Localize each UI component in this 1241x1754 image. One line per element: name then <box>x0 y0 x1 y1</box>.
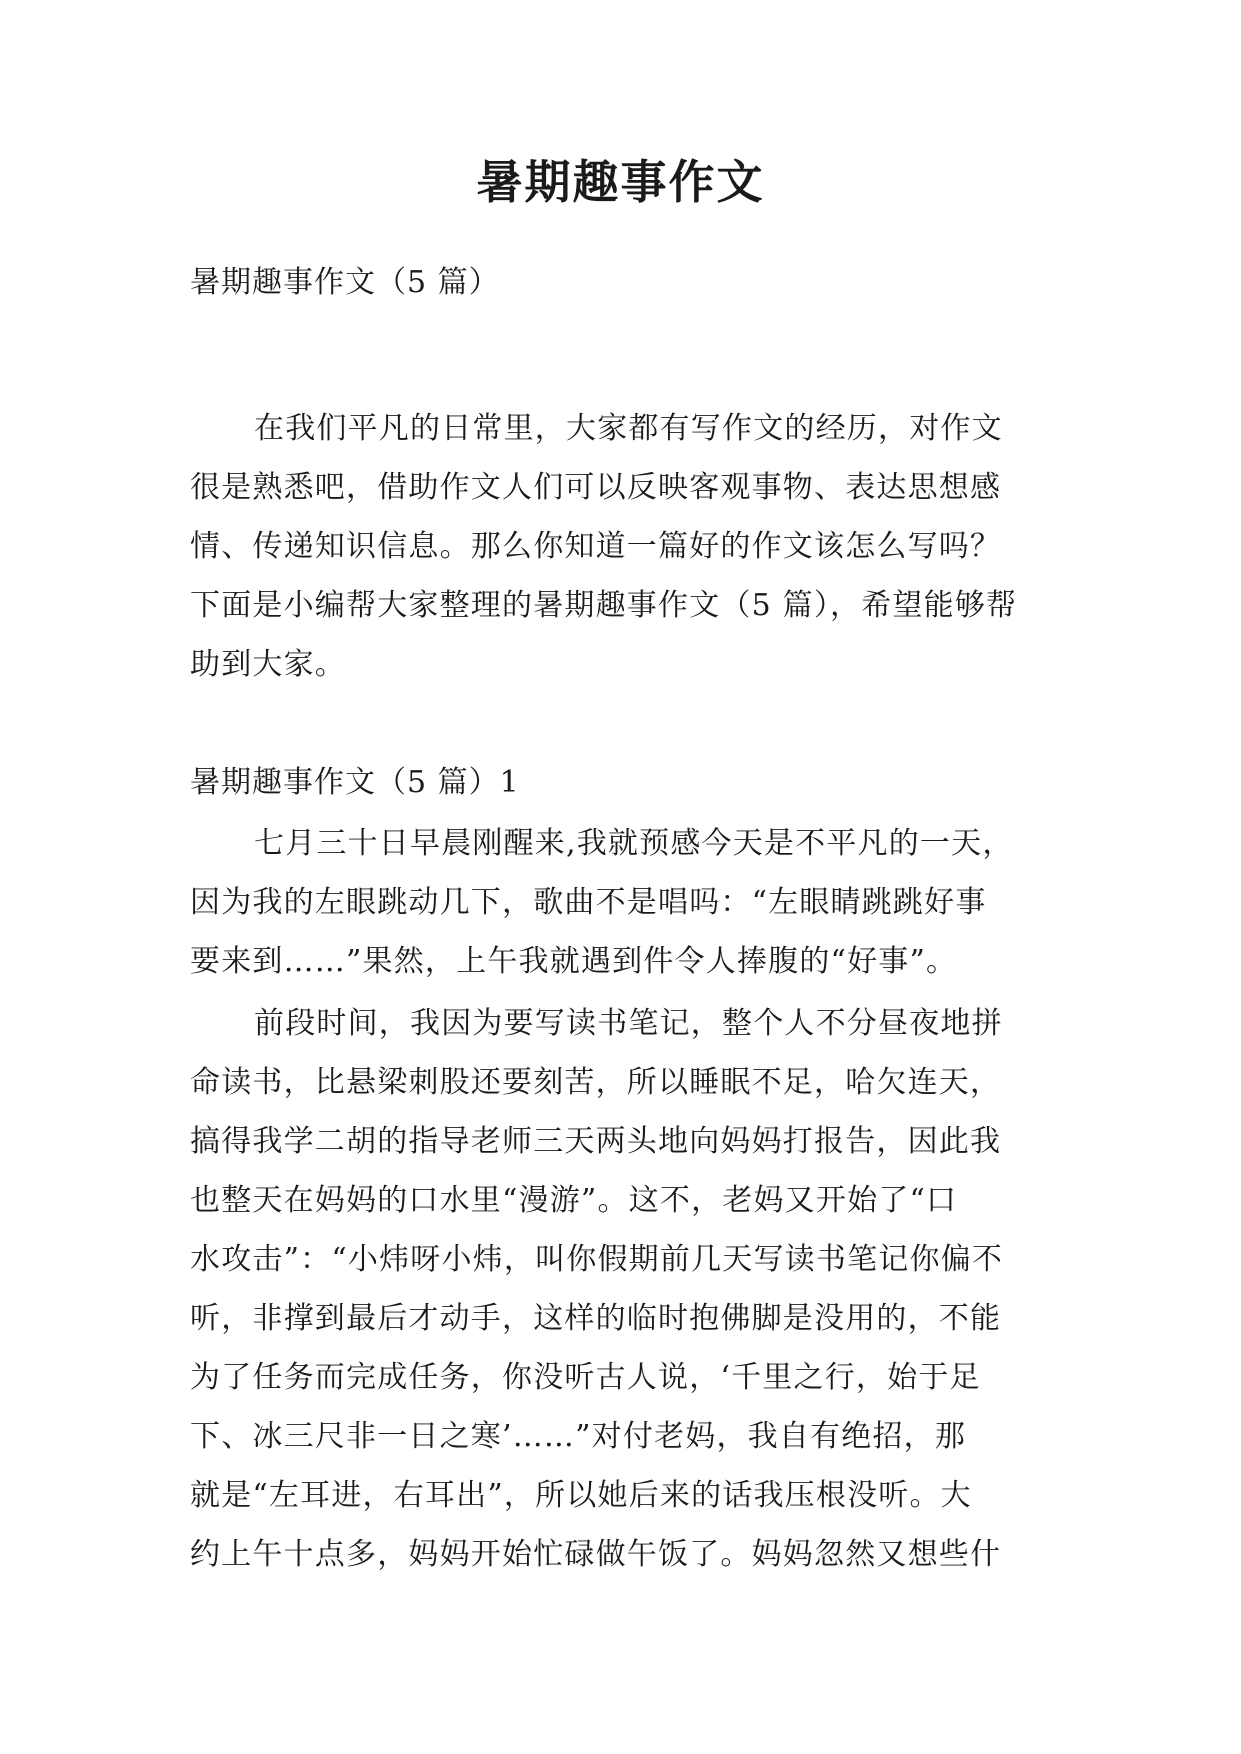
paragraph-line: 下、冰三尺非一日之寒’……”对付老妈，我自有绝招，那 <box>190 1419 967 1454</box>
paragraph-line: 为了任务而完成任务，你没听古人说，‘千里之行，始于足 <box>190 1360 981 1395</box>
paragraph-line: 在我们平凡的日常里，大家都有写作文的经历，对作文 <box>254 411 1003 446</box>
intro-paragraph <box>190 399 1046 694</box>
body-paragraph-2 <box>190 994 1046 1584</box>
body-paragraph-1 <box>190 814 1046 991</box>
paragraph-line: 很是熟悉吧，借助作文人们可以反映客观事物、表达思想感 <box>190 470 1002 505</box>
paragraph-line: 七月三十日早晨刚醒来,我就预感今天是不平凡的一天， <box>254 826 1014 861</box>
paragraph-line: 要来到……”果然，上午我就遇到件令人捧腹的“好事”。 <box>190 944 958 979</box>
paragraph-line: 下面是小编帮大家整理的暑期趣事作文（5 篇），希望能够帮 <box>190 588 1018 623</box>
paragraph-line: 命读书，比悬梁刺股还要刻苦，所以睡眠不足，哈欠连天， <box>190 1065 1002 1100</box>
document-title: 暑期趣事作文 <box>476 155 765 209</box>
section-heading: 暑期趣事作文（5 篇）1 <box>190 765 520 800</box>
paragraph-line: 助到大家。 <box>190 647 346 682</box>
document-subtitle: 暑期趣事作文（5 篇） <box>190 265 500 300</box>
paragraph-line: 搞得我学二胡的指导老师三天两头地向妈妈打报告，因此我 <box>190 1124 1002 1159</box>
paragraph-line: 就是“左耳进，右耳出”，所以她后来的话我压根没听。大 <box>190 1478 972 1513</box>
paragraph-line: 也整天在妈妈的口水里“漫游”。这不，老妈又开始了“口 <box>190 1183 958 1218</box>
paragraph-line: 约上午十点多，妈妈开始忙碌做午饭了。妈妈忽然又想些什 <box>190 1537 1002 1572</box>
paragraph-line: 水攻击”：“小炜呀小炜，叫你假期前几天写读书笔记你偏不 <box>190 1242 1004 1277</box>
paragraph-line: 听，非撑到最后才动手，这样的临时抱佛脚是没用的，不能 <box>190 1301 1002 1336</box>
paragraph-line: 因为我的左眼跳动几下，歌曲不是唱吗：“左眼睛跳跳好事 <box>190 885 987 920</box>
paragraph-line: 情、传递知识信息。那么你知道一篇好的作文该怎么写吗？ <box>190 529 1002 564</box>
paragraph-line: 前段时间，我因为要写读书笔记，整个人不分昼夜地拼 <box>254 1006 1003 1041</box>
